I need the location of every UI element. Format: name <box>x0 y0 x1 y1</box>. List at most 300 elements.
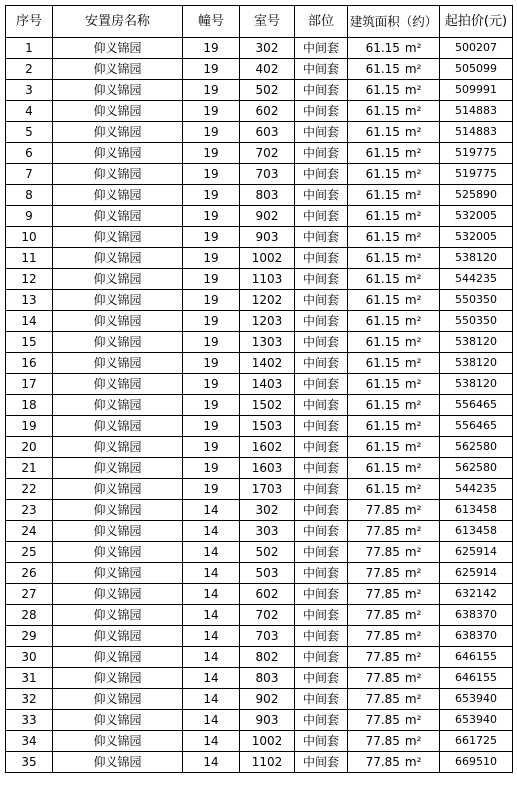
area-unit: m² <box>404 251 422 265</box>
cell-price: 556465 <box>440 395 513 416</box>
cell-price: 661725 <box>440 731 513 752</box>
cell-name: 仰义锦园 <box>53 353 183 374</box>
cell-price: 538120 <box>440 248 513 269</box>
cell-room: 602 <box>240 101 295 122</box>
area-unit: m² <box>404 419 422 433</box>
cell-position: 中间套 <box>295 689 348 710</box>
cell-index: 21 <box>6 458 53 479</box>
cell-building: 19 <box>183 437 240 458</box>
cell-index: 30 <box>6 647 53 668</box>
cell-index: 1 <box>6 38 53 59</box>
table-row <box>6 59 513 80</box>
header-area: 建筑面积（约） <box>348 6 440 38</box>
cell-index: 18 <box>6 395 53 416</box>
cell-name: 仰义锦园 <box>53 710 183 731</box>
cell-room: 803 <box>240 185 295 206</box>
cell-room: 702 <box>240 143 295 164</box>
cell-index: 35 <box>6 752 53 773</box>
cell-price: 505099 <box>440 59 513 80</box>
cell-room: 802 <box>240 647 295 668</box>
cell-index: 4 <box>6 101 53 122</box>
cell-area <box>348 311 440 332</box>
area-unit: m² <box>404 335 422 349</box>
cell-building: 19 <box>183 416 240 437</box>
area-unit: m² <box>404 83 422 97</box>
table-row <box>6 80 513 101</box>
table-row <box>6 647 513 668</box>
cell-room: 1703 <box>240 479 295 500</box>
cell-area <box>348 353 440 374</box>
table-row <box>6 311 513 332</box>
cell-room: 1503 <box>240 416 295 437</box>
cell-price: 613458 <box>440 521 513 542</box>
area-unit: m² <box>404 461 422 475</box>
cell-position: 中间套 <box>295 752 348 773</box>
cell-area <box>348 668 440 689</box>
cell-room: 1103 <box>240 269 295 290</box>
area-value: 61.15 <box>365 293 400 307</box>
area-value: 61.15 <box>365 230 400 244</box>
cell-area <box>348 143 440 164</box>
cell-index: 15 <box>6 332 53 353</box>
cell-building: 19 <box>183 101 240 122</box>
area-value: 77.85 <box>365 629 400 643</box>
cell-name: 仰义锦园 <box>53 101 183 122</box>
auction-table <box>5 5 513 773</box>
table-row <box>6 227 513 248</box>
table-row <box>6 206 513 227</box>
table-row <box>6 269 513 290</box>
cell-room: 502 <box>240 542 295 563</box>
area-unit: m² <box>404 692 422 706</box>
area-unit: m² <box>404 566 422 580</box>
cell-position: 中间套 <box>295 143 348 164</box>
cell-price: 638370 <box>440 626 513 647</box>
cell-price: 532005 <box>440 227 513 248</box>
cell-building: 19 <box>183 143 240 164</box>
area-value: 61.15 <box>365 62 400 76</box>
cell-index: 8 <box>6 185 53 206</box>
area-unit: m² <box>404 629 422 643</box>
cell-index: 22 <box>6 479 53 500</box>
cell-index: 27 <box>6 584 53 605</box>
table-row <box>6 122 513 143</box>
area-value: 77.85 <box>365 734 400 748</box>
cell-position: 中间套 <box>295 227 348 248</box>
area-value: 77.85 <box>365 524 400 538</box>
cell-room: 502 <box>240 80 295 101</box>
cell-index: 32 <box>6 689 53 710</box>
table-row <box>6 38 513 59</box>
cell-building: 19 <box>183 311 240 332</box>
cell-building: 19 <box>183 122 240 143</box>
area-unit: m² <box>404 398 422 412</box>
area-unit: m² <box>404 104 422 118</box>
cell-price: 544235 <box>440 479 513 500</box>
area-unit: m² <box>404 41 422 55</box>
area-value: 61.15 <box>365 419 400 433</box>
cell-room: 902 <box>240 689 295 710</box>
header-position: 部位 <box>295 6 348 38</box>
cell-position: 中间套 <box>295 479 348 500</box>
cell-name: 仰义锦园 <box>53 290 183 311</box>
cell-index: 33 <box>6 710 53 731</box>
cell-room: 1502 <box>240 395 295 416</box>
cell-area <box>348 584 440 605</box>
area-unit: m² <box>404 608 422 622</box>
cell-index: 2 <box>6 59 53 80</box>
cell-area <box>348 227 440 248</box>
cell-position: 中间套 <box>295 101 348 122</box>
cell-building: 14 <box>183 605 240 626</box>
area-value: 61.15 <box>365 251 400 265</box>
cell-area <box>348 521 440 542</box>
cell-index: 12 <box>6 269 53 290</box>
area-unit: m² <box>404 713 422 727</box>
cell-area <box>348 437 440 458</box>
cell-name: 仰义锦园 <box>53 395 183 416</box>
cell-position: 中间套 <box>295 122 348 143</box>
cell-building: 14 <box>183 731 240 752</box>
area-value: 61.15 <box>365 125 400 139</box>
cell-building: 19 <box>183 38 240 59</box>
cell-room: 1402 <box>240 353 295 374</box>
cell-name: 仰义锦园 <box>53 752 183 773</box>
table-row <box>6 479 513 500</box>
cell-room: 603 <box>240 122 295 143</box>
cell-building: 14 <box>183 710 240 731</box>
cell-position: 中间套 <box>295 206 348 227</box>
area-value: 61.15 <box>365 41 400 55</box>
area-value: 61.15 <box>365 377 400 391</box>
cell-room: 902 <box>240 206 295 227</box>
cell-price: 500207 <box>440 38 513 59</box>
area-unit: m² <box>404 356 422 370</box>
cell-building: 19 <box>183 269 240 290</box>
area-value: 61.15 <box>365 167 400 181</box>
table-row <box>6 185 513 206</box>
area-value: 77.85 <box>365 608 400 622</box>
cell-name: 仰义锦园 <box>53 479 183 500</box>
cell-index: 25 <box>6 542 53 563</box>
cell-room: 903 <box>240 227 295 248</box>
cell-building: 19 <box>183 80 240 101</box>
cell-building: 19 <box>183 332 240 353</box>
cell-name: 仰义锦园 <box>53 143 183 164</box>
cell-position: 中间套 <box>295 248 348 269</box>
cell-position: 中间套 <box>295 458 348 479</box>
area-value: 61.15 <box>365 272 400 286</box>
table-row <box>6 710 513 731</box>
cell-area <box>348 332 440 353</box>
cell-building: 14 <box>183 542 240 563</box>
table-row <box>6 290 513 311</box>
cell-area <box>348 122 440 143</box>
cell-area <box>348 80 440 101</box>
area-value: 61.15 <box>365 209 400 223</box>
table-row <box>6 101 513 122</box>
area-value: 77.85 <box>365 587 400 601</box>
area-unit: m² <box>404 314 422 328</box>
cell-area <box>348 374 440 395</box>
cell-building: 19 <box>183 227 240 248</box>
cell-index: 13 <box>6 290 53 311</box>
cell-name: 仰义锦园 <box>53 563 183 584</box>
cell-area <box>348 206 440 227</box>
cell-area <box>348 290 440 311</box>
cell-name: 仰义锦园 <box>53 248 183 269</box>
cell-area <box>348 563 440 584</box>
cell-room: 1602 <box>240 437 295 458</box>
cell-price: 544235 <box>440 269 513 290</box>
cell-index: 19 <box>6 416 53 437</box>
cell-area <box>348 38 440 59</box>
cell-price: 532005 <box>440 206 513 227</box>
area-value: 61.15 <box>365 335 400 349</box>
cell-price: 550350 <box>440 290 513 311</box>
cell-name: 仰义锦园 <box>53 689 183 710</box>
cell-index: 11 <box>6 248 53 269</box>
cell-room: 1202 <box>240 290 295 311</box>
cell-position: 中间套 <box>295 626 348 647</box>
table-row <box>6 353 513 374</box>
cell-area <box>348 752 440 773</box>
cell-name: 仰义锦园 <box>53 164 183 185</box>
table-row <box>6 668 513 689</box>
cell-price: 653940 <box>440 689 513 710</box>
cell-position: 中间套 <box>295 416 348 437</box>
cell-building: 14 <box>183 584 240 605</box>
cell-room: 602 <box>240 584 295 605</box>
cell-area <box>348 731 440 752</box>
area-value: 61.15 <box>365 188 400 202</box>
header-price: 起拍价(元) <box>440 6 513 38</box>
cell-position: 中间套 <box>295 710 348 731</box>
header-room: 室号 <box>240 6 295 38</box>
cell-room: 1203 <box>240 311 295 332</box>
cell-position: 中间套 <box>295 395 348 416</box>
cell-index: 31 <box>6 668 53 689</box>
cell-position: 中间套 <box>295 563 348 584</box>
cell-price: 556465 <box>440 416 513 437</box>
cell-price: 625914 <box>440 563 513 584</box>
cell-building: 14 <box>183 752 240 773</box>
cell-price: 538120 <box>440 353 513 374</box>
cell-index: 10 <box>6 227 53 248</box>
cell-area <box>348 605 440 626</box>
cell-building: 14 <box>183 647 240 668</box>
cell-price: 625914 <box>440 542 513 563</box>
area-value: 61.15 <box>365 104 400 118</box>
area-value: 77.85 <box>365 545 400 559</box>
cell-area <box>348 59 440 80</box>
cell-room: 503 <box>240 563 295 584</box>
cell-price: 519775 <box>440 164 513 185</box>
header-building: 幢号 <box>183 6 240 38</box>
cell-index: 26 <box>6 563 53 584</box>
area-unit: m² <box>404 125 422 139</box>
cell-price: 562580 <box>440 458 513 479</box>
cell-index: 14 <box>6 311 53 332</box>
cell-price: 562580 <box>440 437 513 458</box>
cell-price: 525890 <box>440 185 513 206</box>
area-value: 77.85 <box>365 503 400 517</box>
cell-area <box>348 248 440 269</box>
cell-name: 仰义锦园 <box>53 605 183 626</box>
cell-position: 中间套 <box>295 290 348 311</box>
area-unit: m² <box>404 503 422 517</box>
cell-building: 19 <box>183 395 240 416</box>
cell-price: 632142 <box>440 584 513 605</box>
cell-position: 中间套 <box>295 164 348 185</box>
cell-name: 仰义锦园 <box>53 269 183 290</box>
cell-position: 中间套 <box>295 521 348 542</box>
cell-position: 中间套 <box>295 353 348 374</box>
area-value: 61.15 <box>365 398 400 412</box>
area-unit: m² <box>404 62 422 76</box>
area-unit: m² <box>404 146 422 160</box>
cell-price: 653940 <box>440 710 513 731</box>
cell-building: 14 <box>183 563 240 584</box>
table-row <box>6 626 513 647</box>
cell-index: 3 <box>6 80 53 101</box>
area-unit: m² <box>404 524 422 538</box>
area-value: 77.85 <box>365 755 400 769</box>
cell-area <box>348 647 440 668</box>
cell-room: 1002 <box>240 731 295 752</box>
area-value: 61.15 <box>365 440 400 454</box>
cell-building: 14 <box>183 626 240 647</box>
cell-room: 703 <box>240 626 295 647</box>
cell-area <box>348 542 440 563</box>
cell-building: 19 <box>183 353 240 374</box>
cell-name: 仰义锦园 <box>53 332 183 353</box>
cell-name: 仰义锦园 <box>53 500 183 521</box>
cell-index: 24 <box>6 521 53 542</box>
table-row <box>6 332 513 353</box>
cell-area <box>348 416 440 437</box>
cell-building: 19 <box>183 164 240 185</box>
cell-name: 仰义锦园 <box>53 122 183 143</box>
cell-room: 402 <box>240 59 295 80</box>
table-row <box>6 605 513 626</box>
area-value: 77.85 <box>365 566 400 580</box>
cell-building: 19 <box>183 374 240 395</box>
cell-name: 仰义锦园 <box>53 227 183 248</box>
cell-price: 646155 <box>440 668 513 689</box>
area-value: 61.15 <box>365 83 400 97</box>
cell-building: 19 <box>183 248 240 269</box>
cell-position: 中间套 <box>295 80 348 101</box>
area-unit: m² <box>404 650 422 664</box>
cell-room: 1603 <box>240 458 295 479</box>
cell-name: 仰义锦园 <box>53 374 183 395</box>
cell-room: 1002 <box>240 248 295 269</box>
cell-name: 仰义锦园 <box>53 584 183 605</box>
cell-price: 646155 <box>440 647 513 668</box>
cell-index: 17 <box>6 374 53 395</box>
cell-area <box>348 164 440 185</box>
cell-price: 509991 <box>440 80 513 101</box>
cell-room: 702 <box>240 605 295 626</box>
cell-index: 6 <box>6 143 53 164</box>
cell-room: 803 <box>240 668 295 689</box>
cell-name: 仰义锦园 <box>53 458 183 479</box>
cell-area <box>348 626 440 647</box>
cell-building: 14 <box>183 668 240 689</box>
cell-position: 中间套 <box>295 59 348 80</box>
area-unit: m² <box>404 482 422 496</box>
table-row <box>6 458 513 479</box>
cell-name: 仰义锦园 <box>53 80 183 101</box>
cell-area <box>348 458 440 479</box>
cell-position: 中间套 <box>295 731 348 752</box>
cell-name: 仰义锦园 <box>53 731 183 752</box>
table-body <box>6 38 513 773</box>
cell-building: 19 <box>183 479 240 500</box>
cell-room: 903 <box>240 710 295 731</box>
area-value: 61.15 <box>365 356 400 370</box>
cell-position: 中间套 <box>295 584 348 605</box>
cell-building: 19 <box>183 290 240 311</box>
cell-area <box>348 500 440 521</box>
area-unit: m² <box>404 293 422 307</box>
header-name: 安置房名称 <box>53 6 183 38</box>
cell-position: 中间套 <box>295 332 348 353</box>
area-value: 77.85 <box>365 692 400 706</box>
table-row <box>6 248 513 269</box>
area-unit: m² <box>404 209 422 223</box>
cell-index: 7 <box>6 164 53 185</box>
cell-index: 16 <box>6 353 53 374</box>
area-unit: m² <box>404 440 422 454</box>
cell-position: 中间套 <box>295 542 348 563</box>
cell-position: 中间套 <box>295 605 348 626</box>
cell-name: 仰义锦园 <box>53 416 183 437</box>
area-unit: m² <box>404 671 422 685</box>
table-row <box>6 374 513 395</box>
cell-area <box>348 710 440 731</box>
area-value: 77.85 <box>365 650 400 664</box>
cell-index: 29 <box>6 626 53 647</box>
cell-room: 302 <box>240 500 295 521</box>
cell-price: 669510 <box>440 752 513 773</box>
cell-building: 19 <box>183 59 240 80</box>
auction-table-container <box>5 5 513 773</box>
area-unit: m² <box>404 734 422 748</box>
cell-building: 14 <box>183 500 240 521</box>
cell-area <box>348 479 440 500</box>
cell-building: 14 <box>183 689 240 710</box>
table-row <box>6 395 513 416</box>
cell-position: 中间套 <box>295 311 348 332</box>
cell-name: 仰义锦园 <box>53 626 183 647</box>
cell-price: 514883 <box>440 122 513 143</box>
table-row <box>6 143 513 164</box>
header-row <box>6 6 513 38</box>
cell-price: 538120 <box>440 374 513 395</box>
cell-position: 中间套 <box>295 668 348 689</box>
table-row <box>6 689 513 710</box>
area-value: 61.15 <box>365 146 400 160</box>
table-row <box>6 500 513 521</box>
cell-name: 仰义锦园 <box>53 668 183 689</box>
cell-position: 中间套 <box>295 500 348 521</box>
area-value: 61.15 <box>365 482 400 496</box>
cell-position: 中间套 <box>295 269 348 290</box>
cell-name: 仰义锦园 <box>53 59 183 80</box>
cell-room: 1403 <box>240 374 295 395</box>
